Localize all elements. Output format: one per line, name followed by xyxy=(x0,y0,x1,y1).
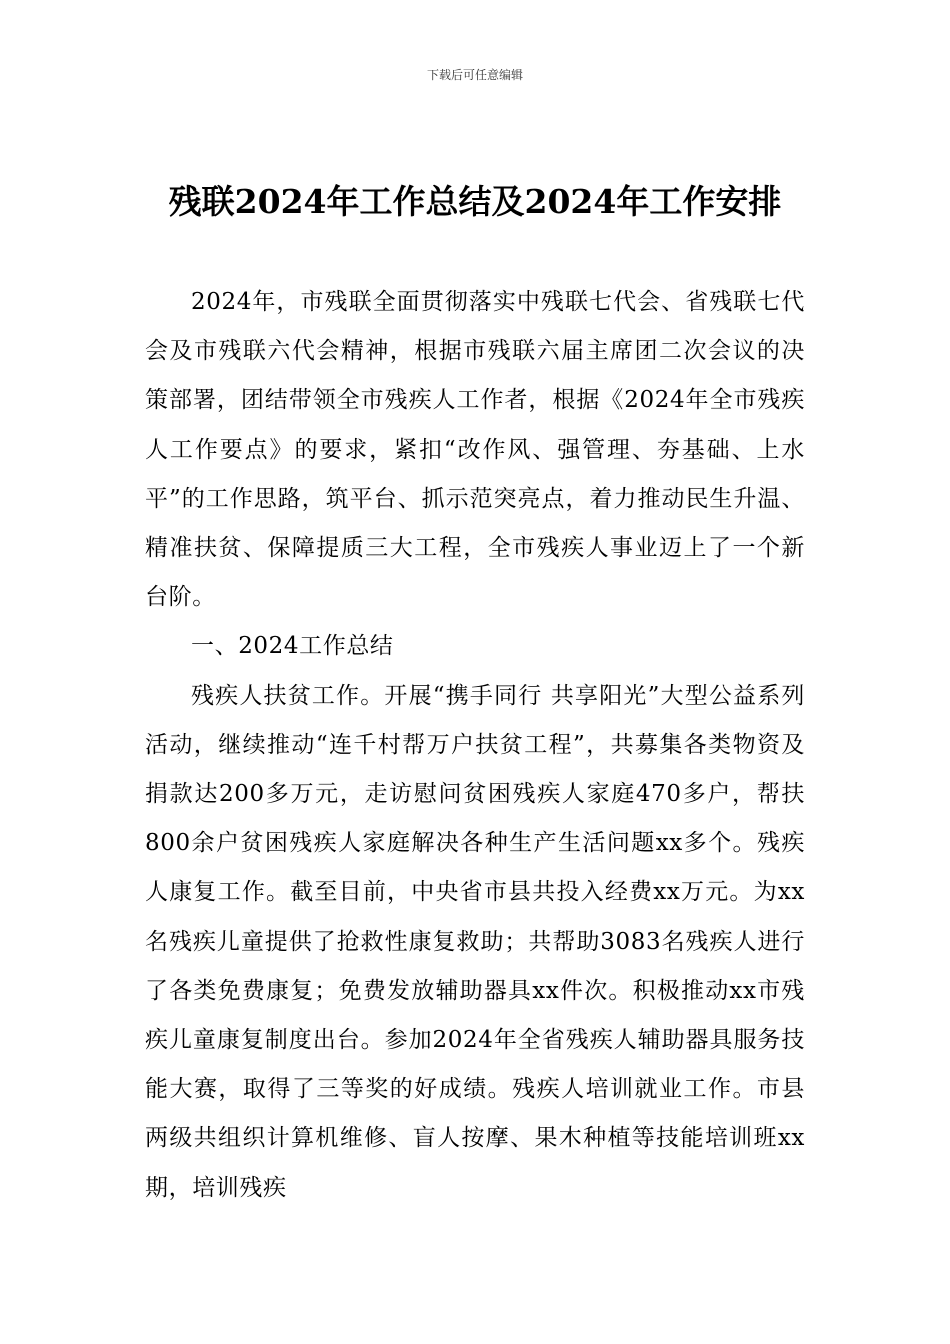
document-body xyxy=(145,278,805,1213)
section-heading: 一、2024工作总结 xyxy=(191,633,394,660)
document-title: 残联2024年工作总结及2024年工作安排 xyxy=(168,182,782,221)
paragraph-summary: 残疾人扶贫工作。开展“携手同行 共享阳光”大型公益系列活动，继续推动“连千村帮万户扶贫工程”，共募集各类物资及捐款达200多万元，走访慰问贫困残疾人家庭470多户，帮扶800余户贫困残疾人家庭解决各种生产生活问题xx多个。残疾人康复工作。截至目前，中央省市县共投入经费xx万元。为xx名残疾儿童提供了抢救性康复救助；共帮助3083名残疾人进行了各类免费康复；免费发放辅助器具xx件次。积极推动xx市残疾儿童康复制度出台。参加2024年全省残疾人辅助器具服务技能大赛，取得了三等奖的好成绩。残疾人培训就业工作。市县两级共组织计算机维修、盲人按摩、果木种植等技能培训班xx期，培训残疾 xyxy=(145,682,805,1201)
header-note: 下载后可任意编辑 xyxy=(426,68,523,82)
paragraph-intro: 2024年，市残联全面贯彻落实中残联七代会、省残联七代会及市残联六代会精神，根据市残联六届主席团二次会议的决策部署，团结带领全市残疾人工作者，根据《2024年全市残疾人工作要点》的要求，紧扣“改作风、强管理、夯基础、上水平”的工作思路，筑平台、抓示范突亮点，着力推动民生升温、精准扶贫、保障提质三大工程，全市残疾人事业迈上了一个新台阶。 xyxy=(145,289,805,611)
